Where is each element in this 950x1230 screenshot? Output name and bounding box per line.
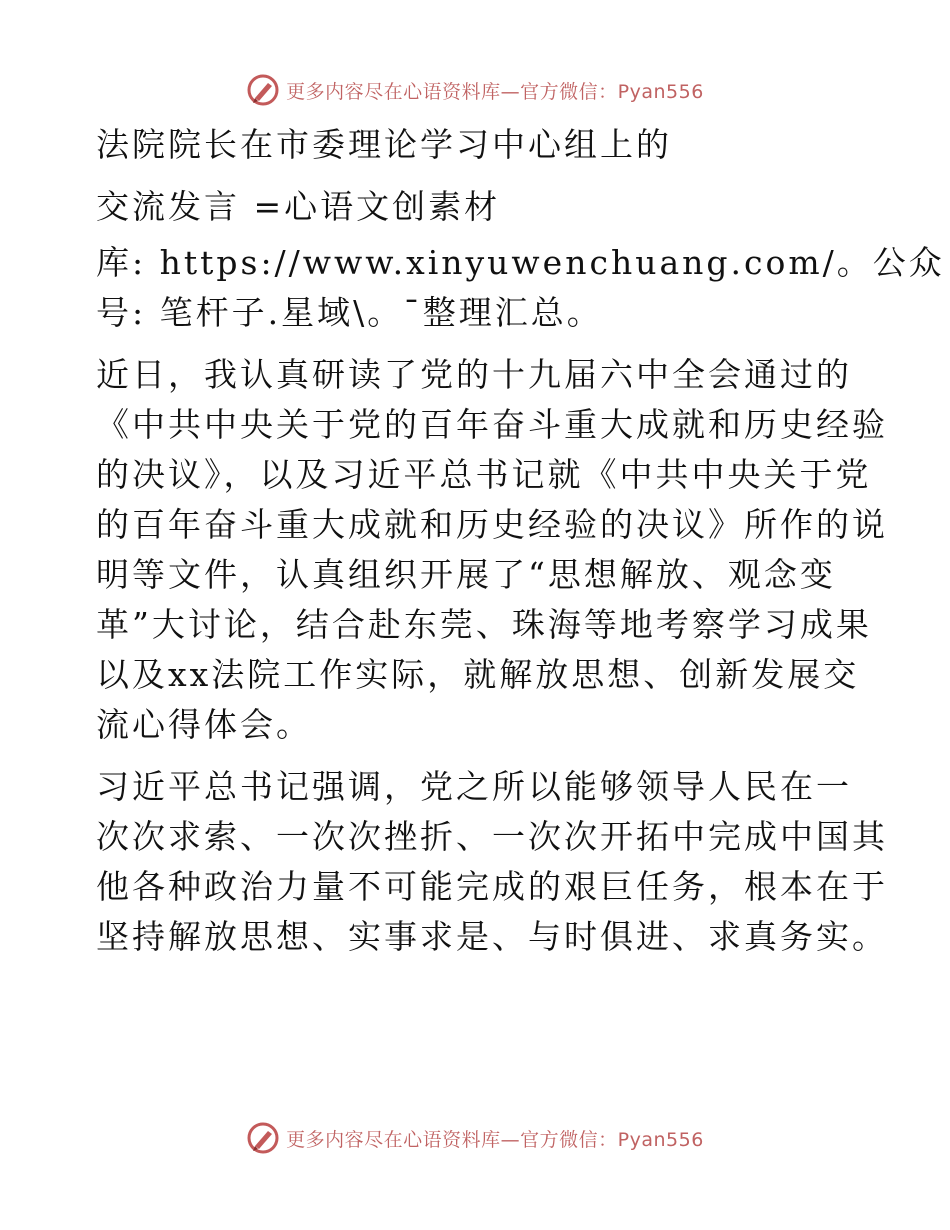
paragraph-line: 的百年奋斗重大成就和历史经验的决议》所作的说	[96, 505, 888, 544]
document-body	[96, 120, 945, 962]
paragraph-line: 革”大讨论，结合赴东莞、珠海等地考察学习成果	[96, 605, 872, 644]
paragraph-line: 他各种政治力量不可能完成的艰巨任务，根本在于	[96, 867, 888, 906]
pen-logo-icon	[246, 1121, 280, 1155]
source-line-2: 号: 笔杆子.星域\。¯整理汇总。	[96, 293, 603, 332]
source-line-1: 库: https://www.xinyuwenchuang.com/。公众	[96, 243, 945, 282]
paragraph-line: 坚持解放思想、实事求是、与时俱进、求真务实。	[96, 917, 888, 956]
pen-logo-icon	[246, 73, 280, 107]
paragraph-line: 习近平总书记强调，党之所以能够领导人民在一	[96, 767, 852, 806]
header-watermark	[0, 70, 950, 110]
watermark-text: 更多内容尽在心语资料库—官方微信：Pyan556	[286, 1128, 704, 1151]
paragraph-line: 近日，我认真研读了党的十九届六中全会通过的	[96, 355, 852, 394]
paragraph-line: 次次求索、一次次挫折、一次次开拓中完成中国其	[96, 817, 888, 856]
watermark-text: 更多内容尽在心语资料库—官方微信：Pyan556	[286, 80, 704, 103]
paragraph-line: 的决议》，以及习近平总书记就《中共中央关于党	[96, 455, 872, 494]
footer-watermark	[0, 1118, 950, 1158]
title-line-2: 交流发言 =心语文创素材	[96, 187, 501, 226]
paragraph-2	[96, 762, 888, 962]
title-line-1: 法院院长在市委理论学习中心组上的	[96, 125, 672, 164]
paragraph-line: 以及xx法院工作实际，就解放思想、创新发展交	[96, 655, 860, 694]
paragraph-line: 《中共中央关于党的百年奋斗重大成就和历史经验	[96, 405, 888, 444]
paragraph-line: 明等文件，认真组织开展了“思想解放、观念变	[96, 555, 836, 594]
paragraph-line: 流心得体会。	[96, 705, 312, 744]
paragraph-1	[96, 350, 888, 750]
